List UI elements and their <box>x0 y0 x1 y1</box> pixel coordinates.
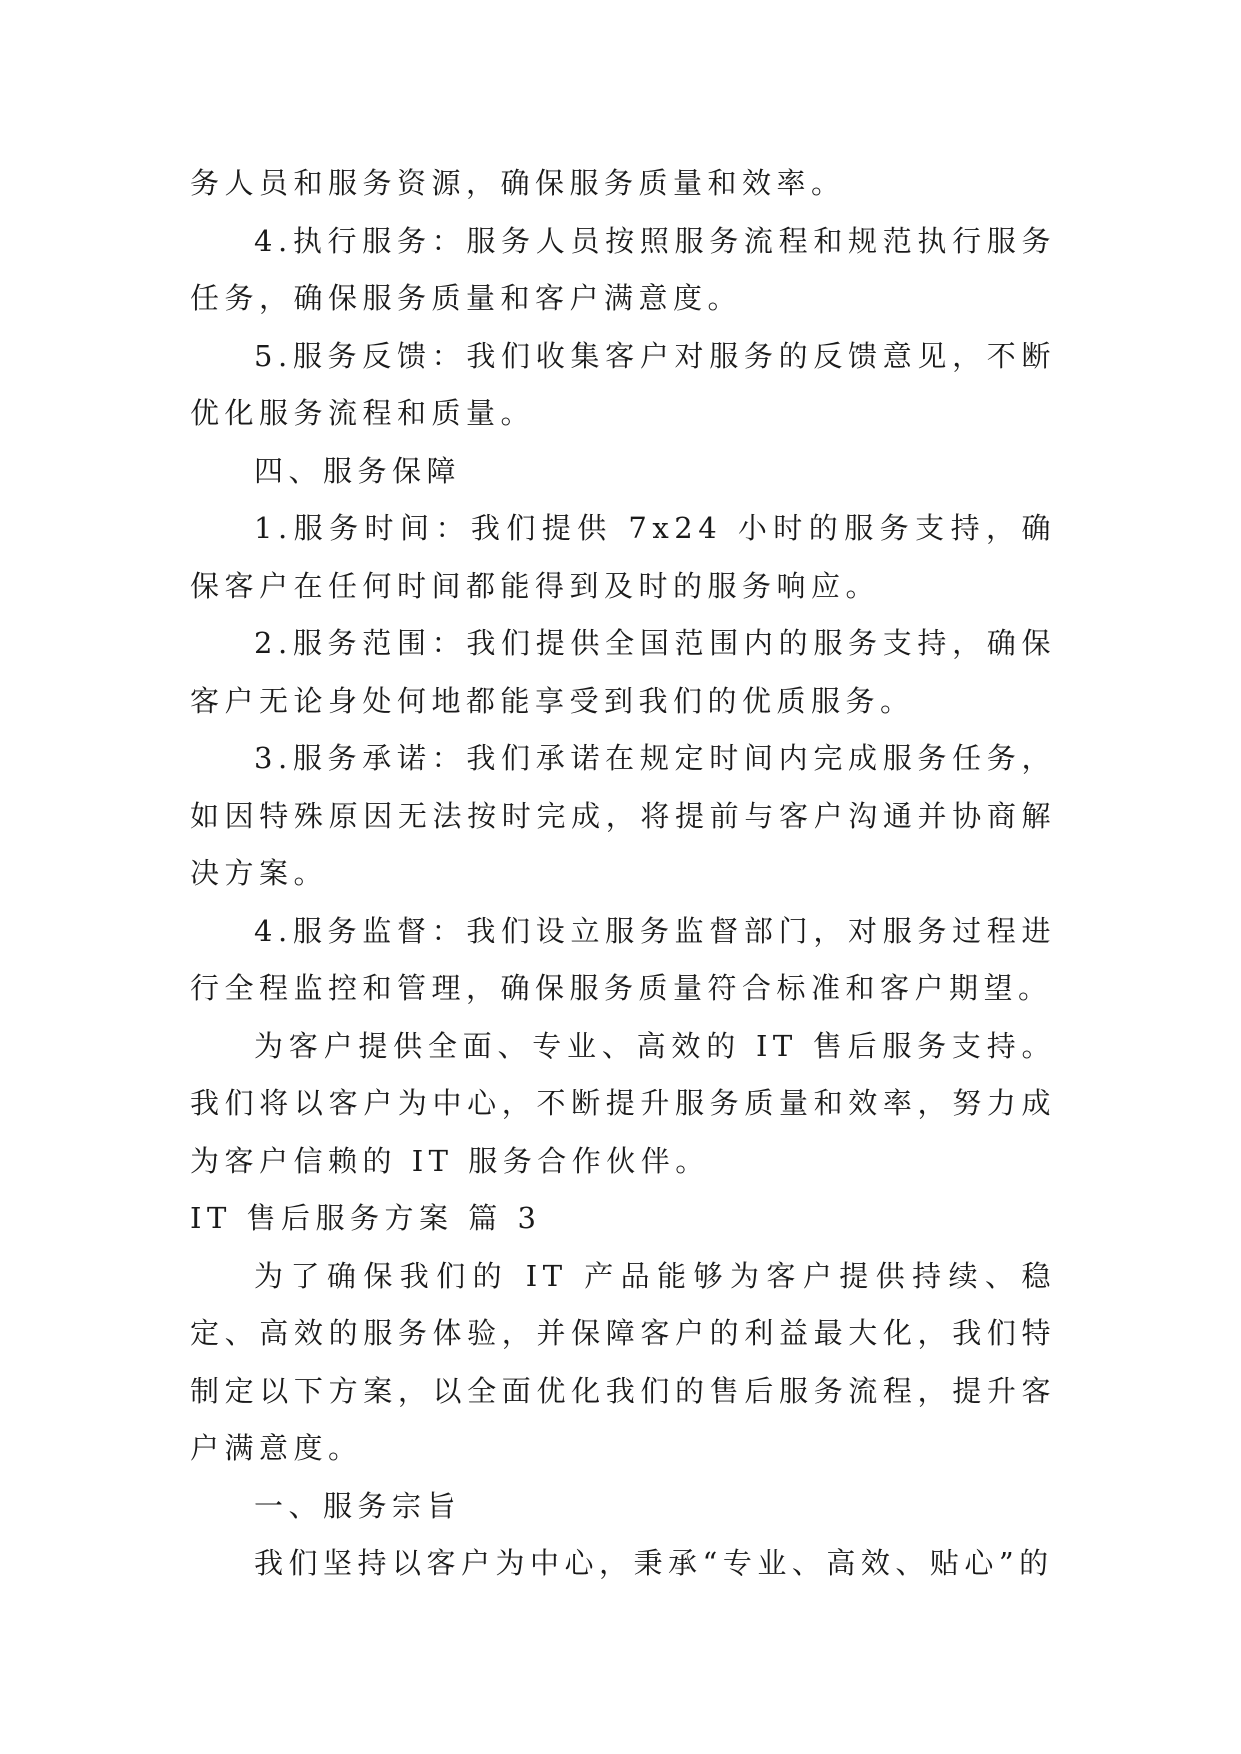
paragraph-service-feedback: 5.服务反馈：我们收集客户对服务的反馈意见，不断优化服务流程和质量。 <box>190 338 1056 430</box>
document-body <box>190 155 1056 1593</box>
paragraph-service-time: 1.服务时间：我们提供 7x24 小时的服务支持，确保客户在任何时间都能得到及时的服务响应。 <box>190 511 1056 603</box>
paragraph-service-purpose: 我们坚持以客户为中心，秉承“专业、高效、贴心”的 <box>254 1546 1054 1580</box>
paragraph-intro: 为了确保我们的 IT 产品能够为客户提供持续、稳定、高效的服务体验，并保障客户的利益最大化，我们特制定以下方案，以全面优化我们的售后服务流程，提升客户满意度。 <box>190 1258 1056 1465</box>
paragraph-service-commitment: 3.服务承诺：我们承诺在规定时间内完成服务任务，如因特殊原因无法按时完成，将提前与客户沟通并协商解决方案。 <box>190 741 1056 890</box>
paragraph-service-supervision: 4.服务监督：我们设立服务监督部门，对服务过程进行全程监控和管理，确保服务质量符合标准和客户期望。 <box>190 913 1056 1005</box>
paragraph-summary: 为客户提供全面、专业、高效的 IT 售后服务支持。我们将以客户为中心，不断提升服务质量和效率，努力成为客户信赖的 IT 服务合作伙伴。 <box>190 1028 1056 1178</box>
paragraph-execute-service: 4.执行服务：服务人员按照服务流程和规范执行服务任务，确保服务质量和客户满意度。 <box>190 223 1056 315</box>
section-heading-service-purpose: 一、服务宗旨 <box>254 1488 462 1523</box>
document-section-title: IT 售后服务方案 篇 3 <box>190 1201 542 1235</box>
section-heading-service-guarantee: 四、服务保障 <box>254 453 462 488</box>
paragraph-continuation: 务人员和服务资源，确保服务质量和效率。 <box>190 166 846 200</box>
paragraph-service-scope: 2.服务范围：我们提供全国范围内的服务支持，确保客户无论身处何地都能享受到我们的优质服务。 <box>190 626 1056 718</box>
